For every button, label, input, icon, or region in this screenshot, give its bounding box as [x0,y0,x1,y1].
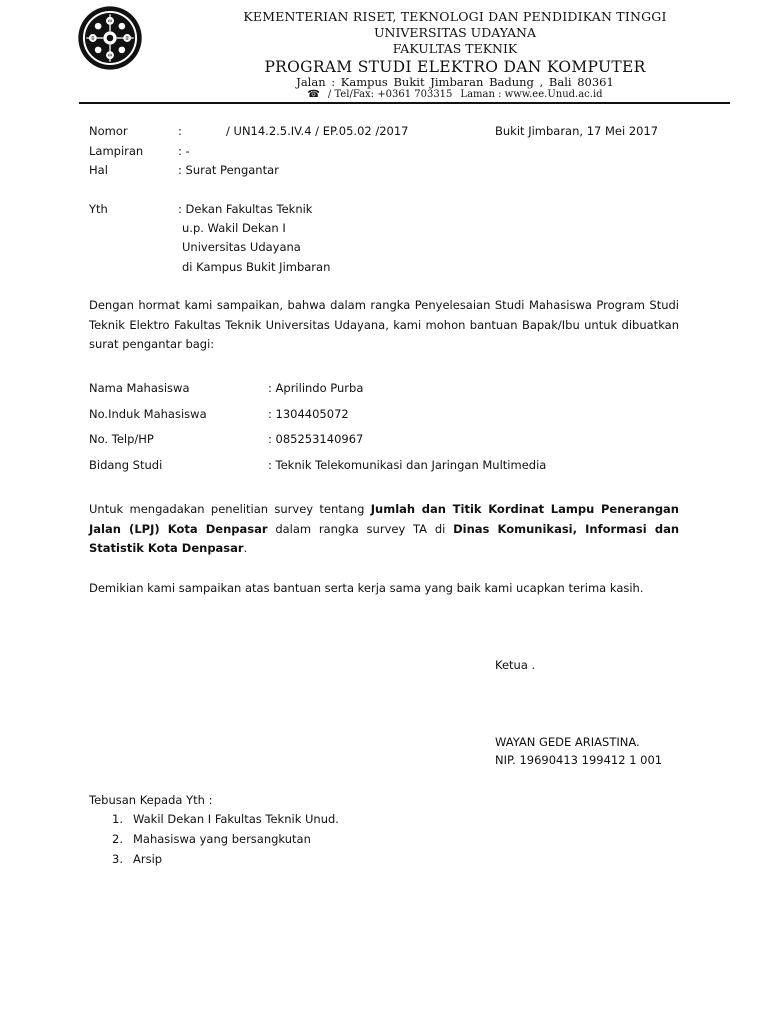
purpose-text-1: Untuk mengadakan penelitian survey tentang [89,502,371,516]
signatory-name: WAYAN GEDE ARIASTINA. [495,735,640,749]
hal-value: : Surat Pengantar [178,163,279,177]
lampiran-value: : - [178,144,190,158]
cc-heading: Tebusan Kepada Yth : [89,793,213,807]
lampiran-label: Lampiran [89,144,144,158]
phone-fax: / Tel/Fax: +0361 703315 [327,89,453,100]
recipient-line-2: u.p. Wakil Dekan I [182,221,286,235]
letterhead-divider [79,102,730,104]
cc-item-number: 1. [112,812,123,826]
intro-paragraph: Dengan hormat kami sampaikan, bahwa dalam rangka Penyelesaian Studi Mahasiswa Program Studi Teknik Elektro Fakultas Teknik Universitas Udayana, kami mohon bantuan Bapak/Ibu untuk dibuatkan surat pengantar bagi: [89,298,679,351]
research-topic: Jumlah dan Titik Kordinat Lampu Penerangan Jalan (LPJ) Kota Denpasar [89,502,679,536]
purpose-text-2: dalam rangka survey TA di [267,521,454,536]
student-nim-value: : 1304405072 [268,407,349,421]
purpose-text-3: . [243,541,248,555]
program-name: PROGRAM STUDI ELEKTRO DAN KOMPUTER [264,58,646,76]
university-name: UNIVERSITAS UDAYANA [373,25,537,40]
address-line: Jalan : Kampus Bukit Jimbaran Badung , Bali 80361 [296,75,614,89]
nomor-label: Nomor [89,124,128,138]
recipient-line-4: di Kampus Bukit Jimbaran [182,260,331,274]
student-name-value: : Aprilindo Purba [268,381,364,395]
purpose-paragraph [89,500,679,559]
university-seal-icon [77,5,143,71]
recipient-label: Yth [89,202,108,216]
cc-item-number: 3. [112,852,123,866]
study-field-label: Bidang Studi [89,458,163,472]
signatory-nip: NIP. 19690413 199412 1 001 [495,753,663,767]
target-agency: Dinas Komunikasi, Informasi dan Statistik Kota Denpasar [89,521,680,555]
place-date: Bukit Jimbaran, 17 Mei 2017 [495,124,659,138]
cc-item-number: 2. [112,832,123,846]
phone-icon: ☎ [307,89,320,100]
faculty-name: FAKULTAS TEKNIK [392,41,518,56]
ministry-name: KEMENTERIAN RISET, TEKNOLOGI DAN PENDIDIKAN TINGGI [243,9,667,24]
recipient-line-3: Universitas Udayana [182,240,301,254]
student-phone-label: No. Telp/HP [89,432,154,446]
hal-label: Hal [89,163,108,177]
student-nim-label: No.Induk Mahasiswa [89,407,207,421]
student-phone-value: : 085253140967 [268,432,364,446]
cc-item: Mahasiswa yang bersangkutan [133,832,311,846]
nomor-colon: : [178,124,182,138]
contact-line [160,89,750,100]
website: Laman : www.ee.Unud.ac.id [460,89,603,100]
closing-paragraph: Demikian kami sampaikan atas bantuan serta kerja sama yang baik kami ucapkan terima kasih. [89,581,644,595]
study-field-value: : Teknik Telekomunikasi dan Jaringan Multimedia [268,458,547,472]
cc-item: Arsip [133,852,163,866]
nomor-value: / UN14.2.5.IV.4 / EP.05.02 /2017 [226,124,409,138]
recipient-line-1: : Dekan Fakultas Teknik [178,202,313,216]
student-name-label: Nama Mahasiswa [89,381,190,395]
signatory-title: Ketua . [495,658,536,672]
cc-item: Wakil Dekan I Fakultas Teknik Unud. [133,812,339,826]
